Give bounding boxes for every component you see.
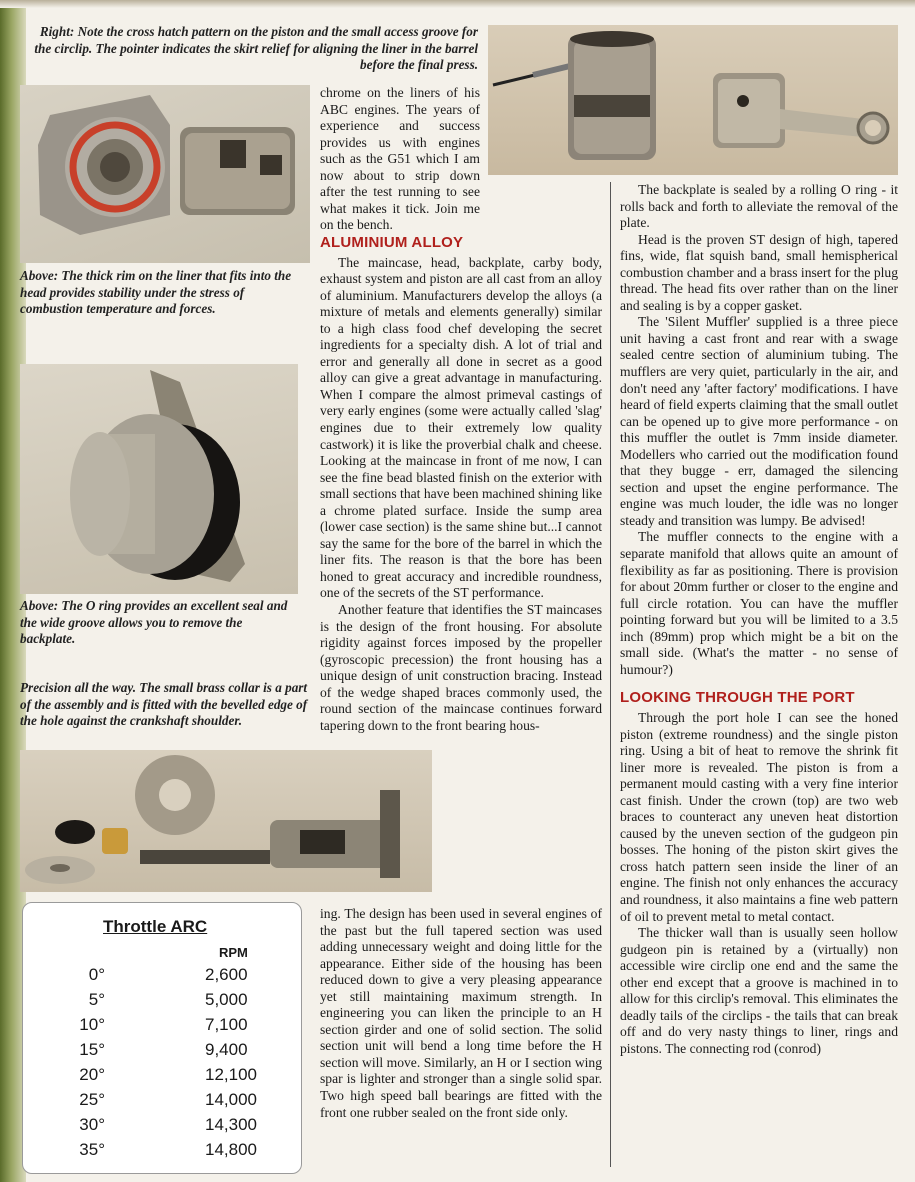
middle-column-top bbox=[320, 85, 480, 234]
heading-aluminium-alloy: ALUMINIUM ALLOY bbox=[320, 234, 464, 251]
throttle-row bbox=[23, 1015, 301, 1039]
photo-piston-liner bbox=[488, 25, 898, 175]
throttle-row bbox=[23, 1065, 301, 1089]
throttle-arc-title: Throttle ARC bbox=[103, 917, 208, 936]
throttle-rpm: 14,300 bbox=[205, 1115, 257, 1134]
caption-oring: Above: The O ring provides an excellent seal and the wide groove allows you to remove the backplate. bbox=[20, 598, 288, 647]
caption-head-liner: Above: The thick rim on the liner that fits into the head provides stability under the stress of combustion temperature and forces. bbox=[20, 268, 292, 317]
paragraph-front-housing-b: ing. The design has been used in several engines of the past but the full tapered section was used adding unnecessary weight and doing little for the appearance. Either side of the housing has been reduced down to give a very pleasing appearance yet still maintaining maximum strength. In engineering you can liken the principle to an H section girder and one of solid section. The solid section unit will bend a long time before the H section will move. Similarly, an H or I section wing spar is lighter and stronger than a single solid spar. Two high speed ball bearings are fitted with the front one rubber sealed on the front side only. bbox=[320, 906, 602, 1120]
throttle-row bbox=[23, 965, 301, 989]
paragraph-gudgeon: The thicker wall than is usually seen hollow gudgeon pin is retained by a (virtually) non accessible wire circlip one end and the same the other end except that a groove is machined in to allow for this circlip's removal. This eliminates the deadly tails of the circlips - the tails that can break off and do very nasty things to liner, rings and pistons. The connecting rod (conrod) bbox=[620, 925, 898, 1056]
throttle-row bbox=[23, 1140, 301, 1164]
middle-column-bottom bbox=[320, 906, 602, 1121]
throttle-degree: 25° bbox=[79, 1090, 105, 1109]
column-rule bbox=[610, 182, 611, 1167]
top-strip bbox=[0, 0, 915, 8]
throttle-degree: 30° bbox=[79, 1115, 105, 1134]
throttle-row bbox=[23, 1115, 301, 1139]
right-column bbox=[620, 182, 898, 1057]
throttle-row bbox=[23, 1090, 301, 1114]
throttle-rpm: 14,000 bbox=[205, 1090, 257, 1109]
paragraph-muffler-connect: The muffler connects to the engine with a separate manifold that allows quite an amount of flexibility as far as positioning. There is provision for about 20mm further or closer to the engine and full circle rotation. You can have the muffler pointing forward but you will be limited to a 3.5 inch (89mm) prop which might be a bit on the small side. (What's the matter - no sense of humour?) bbox=[620, 529, 898, 677]
middle-column bbox=[320, 229, 602, 734]
throttle-arc-box bbox=[22, 902, 302, 1174]
caption-right: Right: Note the cross hatch pattern on the piston and the small access groove for the circlip. The pointer indicates the skirt relief for aligning the liner in the barrel before the final press. bbox=[34, 24, 478, 73]
throttle-rpm: 12,100 bbox=[205, 1065, 257, 1084]
caption-precision: Precision all the way. The small brass collar is a part of the assembly and is fitted with the bevelled edge of the hole against the crankshaft shoulder. bbox=[20, 680, 308, 729]
photo-crankshaft bbox=[20, 750, 432, 892]
paragraph-aluminium: The maincase, head, backplate, carby body, exhaust system and piston are all cast from an alloy of aluminium. Manufacturers develop the alloys (a mixture of metals and elements generally) similar to a high class food chef developing the secret ingredients for a specialty dish. A lot of trial and error and generally all done in secret as a good alloy can give a great advantage in manufacturing. When I compare the almost primeval castings of very early engines (some were actually called 'slag' engines due to their extremely low quality castwork) it is like the proverbial chalk and cheese. Looking at the maincase in front of me now, I can see the fine bead blasted finish on the exterior with small sections that have been machined shining like a chrome plated surface. Inside the sump area (lower case section) is the same shine but...I cannot say the same for the bore of the barrel in which the liner fits. The reason is that the bore has been honed to great accuracy and incredible roundness, one of the secrets of the ST performance. bbox=[320, 254, 602, 601]
throttle-row bbox=[23, 1040, 301, 1064]
throttle-rpm: 9,400 bbox=[205, 1040, 248, 1059]
throttle-degree: 0° bbox=[88, 965, 105, 984]
paragraph-backplate: The backplate is sealed by a rolling O ring - it rolls back and forth to alleviate the removal of the plate. bbox=[620, 182, 898, 231]
paragraph-front-housing-a: Another feature that identifies the ST maincases is the design of the front housing. For absolute rigidity against forces imposed by the propeller (gyroscopic precession) the front housing has a unique design of unit construction bracing. Instead of the wedge shaped braces commonly used, the round section of the maincase continues forward tapering down to the front bearing hous- bbox=[320, 602, 602, 733]
rpm-header: RPM bbox=[219, 945, 248, 960]
throttle-rpm: 7,100 bbox=[205, 1015, 248, 1034]
throttle-rpm: 2,600 bbox=[205, 965, 248, 984]
heading-looking-through-port: LOOKING THROUGH THE PORT bbox=[620, 689, 855, 707]
throttle-degree: 5° bbox=[88, 990, 105, 1009]
paragraph-intro-a: chrome on the liners of his ABC engines. The years of experience and success provides us with engines such as the G51 which I am now about to strip down after the test running to see what makes it tick. Join me on the bench. bbox=[320, 85, 480, 233]
throttle-degree: 35° bbox=[79, 1140, 105, 1159]
throttle-rpm: 5,000 bbox=[205, 990, 248, 1009]
throttle-degree: 20° bbox=[79, 1065, 105, 1084]
paragraph-head: Head is the proven ST design of high, tapered fins, wide, flat squish band, small hemispherical combustion chamber and a brass insert for the plug thread. The head fits over rather than on the liner and sealing is by a copper gasket. bbox=[620, 231, 898, 313]
photo-head-liner bbox=[20, 85, 310, 263]
paragraph-silent-muffler: The 'Silent Muffler' supplied is a three piece unit having a cast front and rear with a swage sealed centre section of aluminium tubing. The mufflers are very quiet, particularly in the air, and don't need any 'after factory' modifications. I have heard of field experts claiming that the small outlet can be opened up to give more performance - on this muffler the outlet is 7mm inside diameter. Modellers who carried out the modification found that they bugge - err, damaged the silencing section and upset the engine performance. The engine was much louder, the idle was no longer steady and transition was lumpy. Be advised! bbox=[620, 314, 898, 528]
throttle-degree: 15° bbox=[79, 1040, 105, 1059]
throttle-rpm: 14,800 bbox=[205, 1140, 257, 1159]
photo-backplate bbox=[20, 364, 298, 594]
throttle-degree: 10° bbox=[79, 1015, 105, 1034]
paragraph-port: Through the port hole I can see the honed piston (extreme roundness) and the single piston ring. Using a bit of heat to remove the shrink fit liner more is revealed. The piston is from a permanent mould casting with a very fine interior cast finish. Under the crown (top) are two web braces to counteract any uneven heat distortion caused by the uneven section of the gudgeon pin bosses. The honing of the piston skirt gives the cross hatch pattern seen inside the liner of an engine. The finish not only enhances the accuracy and roundness, it also maintains a fine web pattern of oil to prevent metal to metal contact. bbox=[620, 709, 898, 924]
throttle-row bbox=[23, 990, 301, 1014]
